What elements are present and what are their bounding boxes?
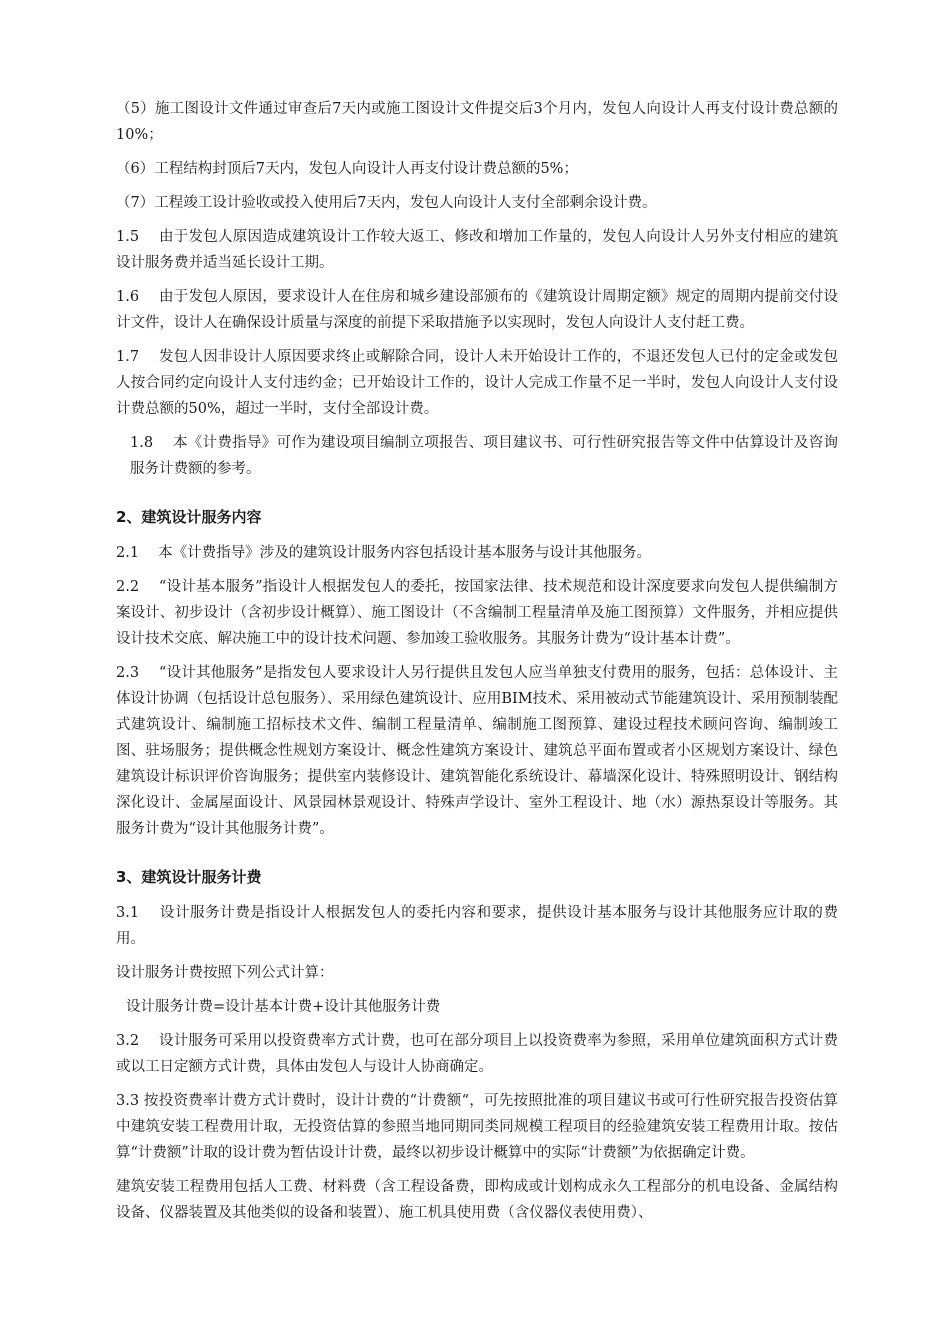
clause-1-6: 1.6 由于发包人原因，要求设计人在住房和城乡建设部颁布的《建筑设计周期定额》规定的周期内提前交付设计文件，设计人在确保设计质量与深度的前提下采取措施予以实现时，发包人向设计人支付赶工费。 — [116, 289, 838, 331]
clause-2-3: 2.3 “设计其他服务”是指发包人要求设计人另行提供且发包人应当单独支付费用的服务，包括：总体设计、主体设计协调（包括设计总包服务）、采用绿色建筑设计、应用BIM技术、采用被动式节能建筑设计、采用预制装配式建筑设计、编制施工招标技术文件、编制工程量清单、编制施工图预算、建设过程技术顾问咨询、编制竣工图、驻场服务；提供概念性规划方案设计、概念性建筑方案设计、建筑总平面布置或者小区规划方案设计、绿色建筑设计标识评价咨询服务；提供室内装修设计、建筑智能化系统设计、幕墙深化设计、特殊照明设计、钢结构深化设计、金属屋面设计、风景园林景观设计、特殊声学设计、室外工程设计、地（水）源热泵设计等服务。其服务计费为“设计其他服务计费”。 — [116, 665, 838, 837]
clause-2-2: 2.2 “设计基本服务”指设计人根据发包人的委托，按国家法律、技术规范和设计深度要求向发包人提供编制方案设计、初步设计（含初步设计概算）、施工图设计（不含编制工程量清单及施工图预算）文件服务，并相应提供设计技术交底、解决施工中的设计技术问题、参加竣工验收服务。其服务计费为“设计基本计费”。 — [116, 579, 838, 647]
section-heading-2: 2、建筑设计服务内容 — [116, 508, 262, 526]
clause-payment-5: （5）施工图设计文件通过审查后7天内或施工图设计文件提交后3个月内，发包人向设计人再支付设计费总额的10%； — [116, 101, 838, 143]
section-heading-3: 3、建筑设计服务计费 — [116, 868, 262, 886]
clause-payment-7: （7）工程竣工设计验收或投入使用后7天内，发包人向设计人支付全部剩余设计费。 — [116, 195, 657, 211]
formula: 设计服务计费=设计基本计费+设计其他服务计费 — [126, 999, 441, 1015]
clause-2-1: 2.1 本《计费指导》涉及的建筑设计服务内容包括设计基本服务与设计其他服务。 — [116, 545, 652, 561]
clause-3-1: 3.1 设计服务计费是指设计人根据发包人的委托内容和要求，提供设计基本服务与设计其他服务应计取的费用。 — [116, 905, 838, 947]
cost-composition-note: 建筑安装工程费用包括人工费、材料费（含工程设备费，即构成或计划构成永久工程部分的机电设备、金属结构设备、仪器装置及其他类似的设备和装置）、施工机具使用费（含仪器仪表使用费）、 — [116, 1179, 838, 1221]
formula-intro: 设计服务计费按照下列公式计算： — [116, 965, 334, 981]
clause-1-7: 1.7 发包人因非设计人原因要求终止或解除合同，设计人未开始设计工作的，不退还发包人已付的定金或发包人按合同约定向设计人支付违约金；已开始设计工作的，设计人完成工作量不足一半时，发包人向设计人支付设计费总额的50%，超过一半时，支付全部设计费。 — [116, 349, 838, 417]
clause-3-3: 3.3 按投资费率计费方式计费时，设计计费的“计费额“，可先按照批准的项目建议书或可行性研究报告投资估算中建筑安装工程费用计取，无投资估算的参照当地同期同类同规模工程项目的经验建筑安装工程费用计取。按估算“计费额”计取的设计费为暂估设计计费，最终以初步设计概算中的实际“计费额”为依据确定计费。 — [116, 1093, 838, 1161]
clause-1-8: 1.8 本《计费指导》可作为建设项目编制立项报告、项目建议书、可行性研究报告等文件中估算设计及咨询服务计费额的参考。 — [130, 435, 838, 477]
clause-1-5: 1.5 由于发包人原因造成建筑设计工作较大返工、修改和增加工作量的，发包人向设计人另外支付相应的建筑设计服务费并适当延长设计工期。 — [116, 229, 838, 271]
clause-3-2: 3.2 设计服务可采用以投资费率方式计费，也可在部分项目上以投资费率为参照，采用单位建筑面积方式计费或以工日定额方式计费，具体由发包人与设计人协商确定。 — [116, 1033, 838, 1075]
clause-payment-6: （6）工程结构封顶后7天内，发包人向设计人再支付设计费总额的5%； — [116, 161, 578, 177]
